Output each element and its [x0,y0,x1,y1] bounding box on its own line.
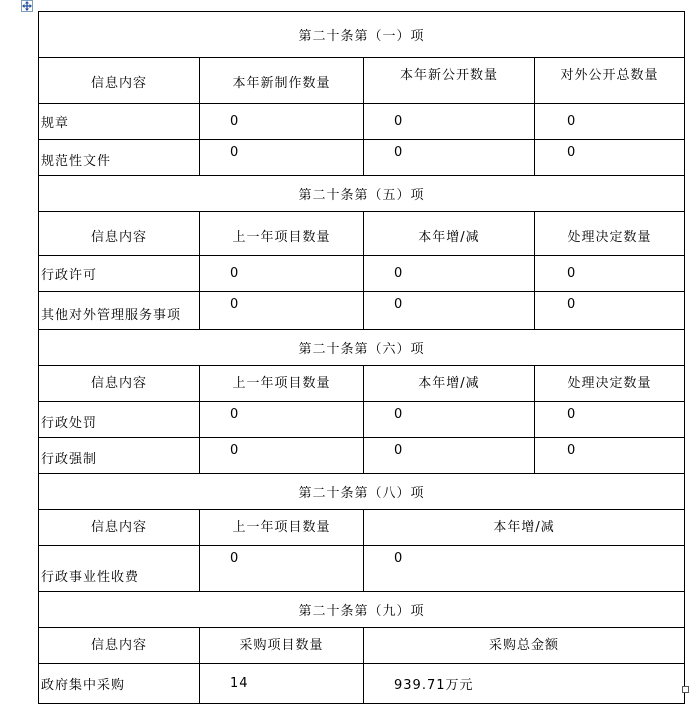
header-cell: 信息内容 [39,58,200,104]
value-cell: 0 [535,292,685,330]
section-title: 第二十条第（一）项 [39,12,685,58]
header-cell: 信息内容 [39,366,200,402]
value-cell: 0 [364,140,535,176]
header-cell: 采购总金额 [364,628,685,664]
header-cell: 上一年项目数量 [200,366,364,402]
header-cell: 对外公开总数量 [535,58,685,104]
row-label: 政府集中采购 [39,664,200,704]
row-label: 行政处罚 [39,402,200,438]
row-label: 规范性文件 [39,140,200,176]
header-cell: 本年增/减 [364,510,685,546]
header-cell: 上一年项目数量 [200,510,364,546]
section-title: 第二十条第（五）项 [39,176,685,212]
value-cell: 0 [200,256,364,292]
header-cell: 处理决定数量 [535,212,685,256]
value-cell: 0 [200,438,364,474]
header-cell: 本年新制作数量 [200,58,364,104]
row-label: 规章 [39,104,200,140]
header-cell: 信息内容 [39,212,200,256]
value-cell: 14 [200,664,364,704]
header-cell: 采购项目数量 [200,628,364,664]
disclosure-table [38,11,685,704]
value-cell: 0 [200,546,364,592]
header-cell: 处理决定数量 [535,366,685,402]
row-label: 行政许可 [39,256,200,292]
header-cell: 上一年项目数量 [200,212,364,256]
value-cell: 0 [364,402,535,438]
header-cell: 信息内容 [39,628,200,664]
section-title: 第二十条第（八）项 [39,474,685,510]
value-cell: 0 [364,104,535,140]
value-cell: 939.71万元 [364,664,685,704]
section-title: 第二十条第（六）项 [39,330,685,366]
row-label: 行政强制 [39,438,200,474]
value-cell: 0 [364,256,535,292]
row-label: 其他对外管理服务事项 [39,292,200,330]
value-cell: 0 [200,140,364,176]
row-label: 行政事业性收费 [39,546,200,592]
value-cell: 0 [535,256,685,292]
header-cell: 本年新公开数量 [364,58,535,104]
value-cell: 0 [535,438,685,474]
header-cell: 本年增/减 [364,212,535,256]
value-cell: 0 [535,104,685,140]
header-cell: 本年增/减 [364,366,535,402]
value-cell: 0 [535,402,685,438]
table-resize-handle[interactable] [682,686,689,693]
value-cell: 0 [364,438,535,474]
value-cell: 0 [364,546,685,592]
move-arrows-icon [22,1,32,11]
header-cell: 信息内容 [39,510,200,546]
value-cell: 0 [200,292,364,330]
table-move-handle[interactable] [21,0,33,12]
value-cell: 0 [200,104,364,140]
value-cell: 0 [535,140,685,176]
value-cell: 0 [364,292,535,330]
section-title: 第二十条第（九）项 [39,592,685,628]
value-cell: 0 [200,402,364,438]
